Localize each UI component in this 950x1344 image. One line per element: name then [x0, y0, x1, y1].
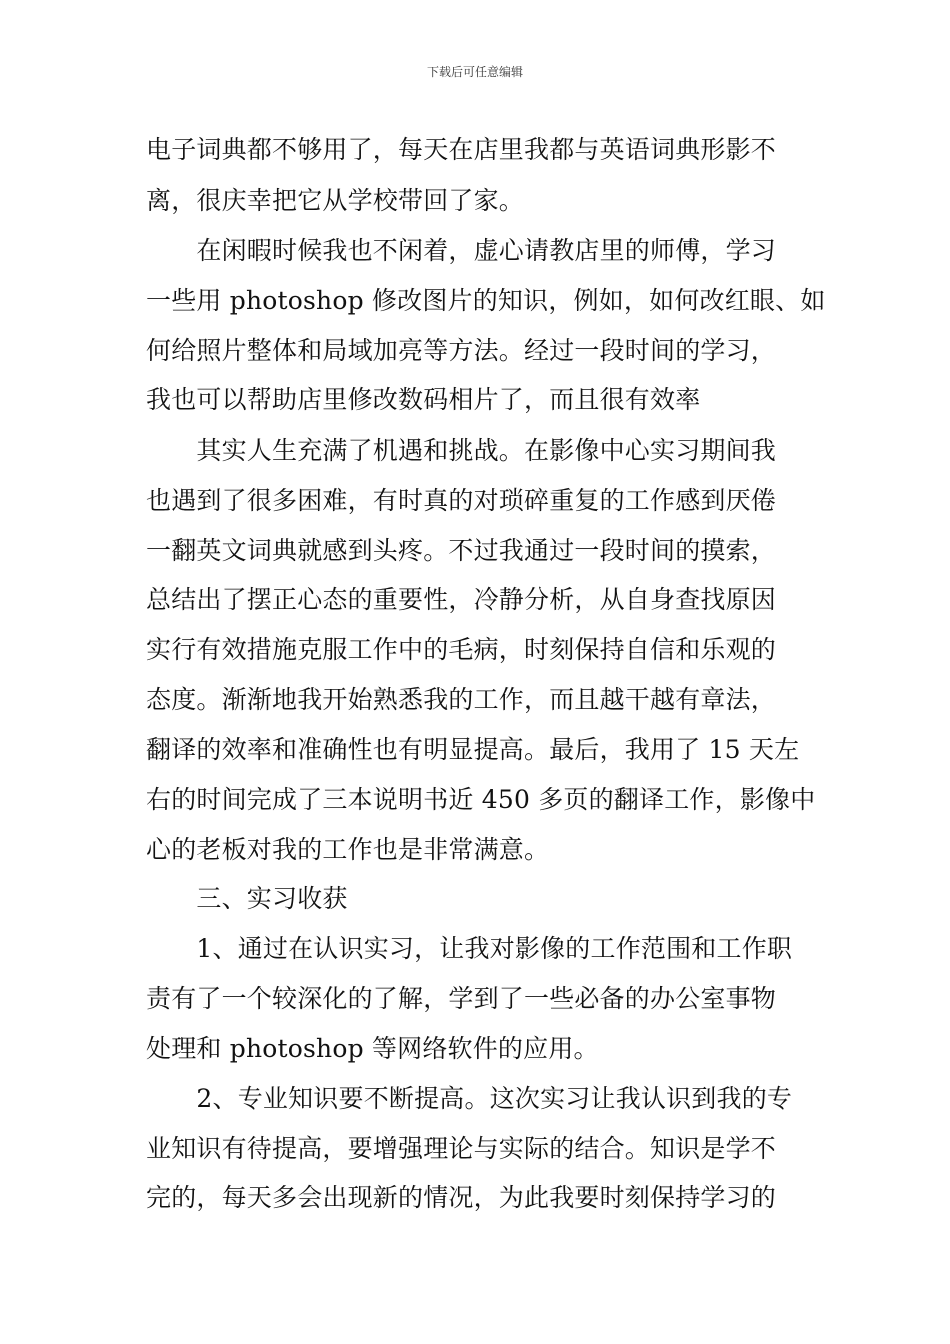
text-line: 电子词典都不够用了，每天在店里我都与英语词典形影不 [146, 135, 777, 164]
text-line: 心的老板对我的工作也是非常满意。 [146, 835, 550, 864]
text-line: 一些用 photoshop 修改图片的知识，例如，如何改红眼、如 [146, 286, 826, 315]
text-line: 翻译的效率和准确性也有明显提高。最后，我用了 15 天左 [146, 735, 800, 764]
text-line: 2、专业知识要不断提高。这次实习让我认识到我的专 [146, 1084, 793, 1113]
text-line: 总结出了摆正心态的重要性，冷静分析，从自身查找原因 [146, 585, 777, 614]
text-line: 其实人生充满了机遇和挑战。在影像中心实习期间我 [146, 436, 777, 465]
text-line: 在闲暇时候我也不闲着，虚心请教店里的师傅，学习 [146, 236, 777, 265]
text-line: 离，很庆幸把它从学校带回了家。 [146, 186, 525, 215]
text-line: 何给照片整体和局域加亮等方法。经过一段时间的学习， [146, 336, 777, 365]
text-line: 责有了一个较深化的了解，学到了一些必备的办公室事物 [146, 984, 777, 1013]
text-line: 实行有效措施克服工作中的毛病，时刻保持自信和乐观的 [146, 635, 777, 664]
text-line: 业知识有待提高，要增强理论与实际的结合。知识是学不 [146, 1134, 777, 1163]
section-heading: 三、实习收获 [146, 884, 348, 913]
text-line: 一翻英文词典就感到头疼。不过我通过一段时间的摸索， [146, 536, 777, 565]
text-line: 也遇到了很多困难，有时真的对琐碎重复的工作感到厌倦 [146, 486, 777, 515]
text-line: 1、通过在认识实习，让我对影像的工作范围和工作职 [146, 934, 793, 963]
text-line: 完的，每天多会出现新的情况，为此我要时刻保持学习的 [146, 1183, 777, 1212]
page-header: 下载后可任意编辑 [426, 65, 523, 79]
text-line: 我也可以帮助店里修改数码相片了，而且很有效率 [146, 385, 701, 414]
text-line: 处理和 photoshop 等网络软件的应用。 [146, 1034, 599, 1063]
text-line: 态度。渐渐地我开始熟悉我的工作，而且越干越有章法， [146, 685, 777, 714]
text-line: 右的时间完成了三本说明书近 450 多页的翻译工作，影像中 [146, 785, 816, 814]
